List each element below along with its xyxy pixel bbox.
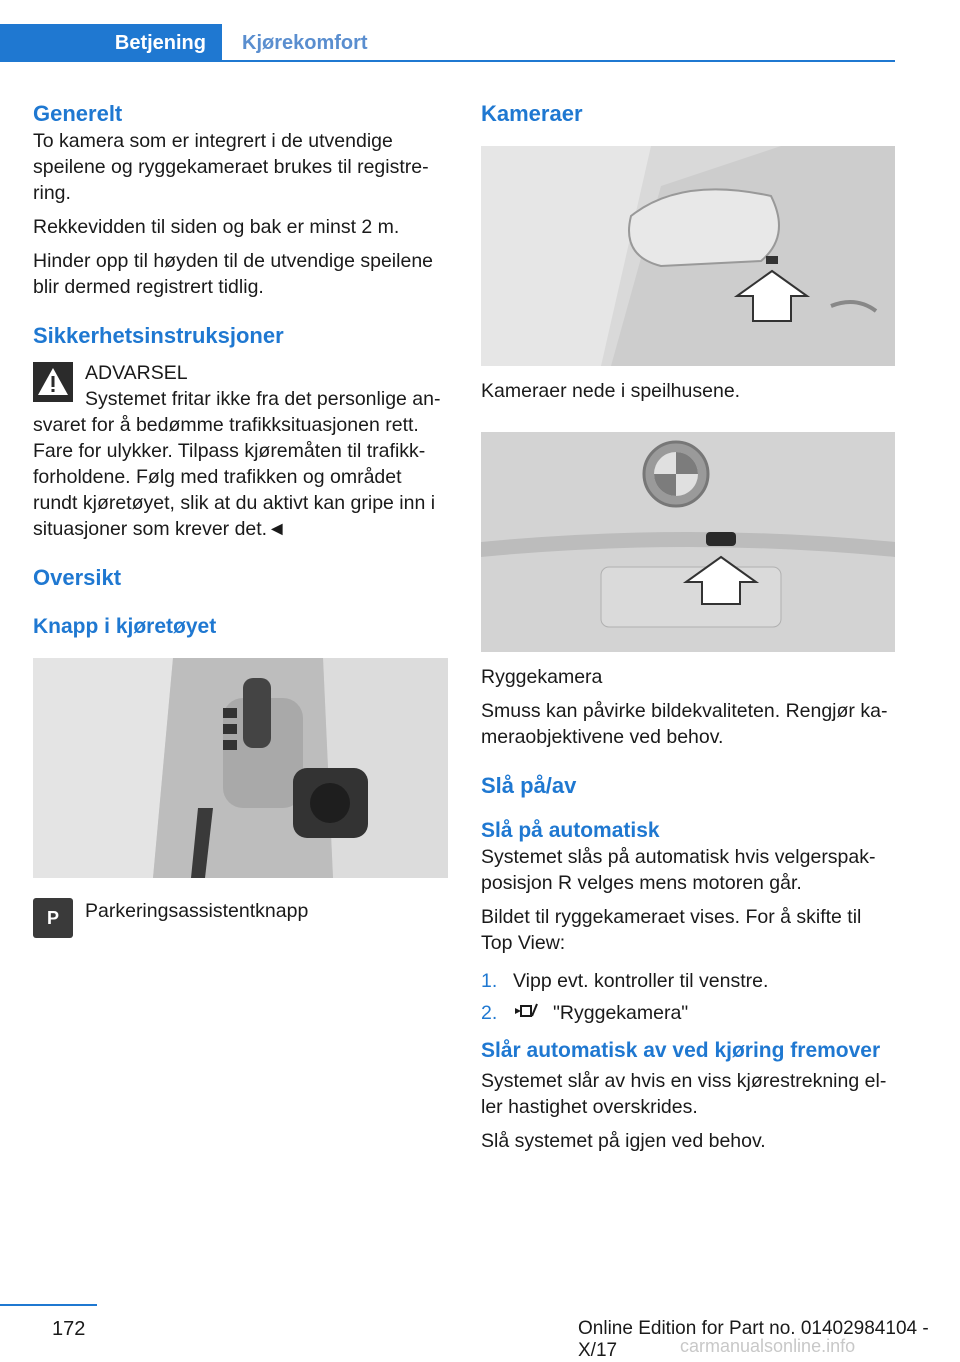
subsection-title-auto-off: Slår automatisk av ved kjøring fremover	[481, 1039, 881, 1062]
parking-button-label: Parkeringsassistentknapp	[85, 900, 309, 922]
step-number: 2.	[481, 1002, 498, 1024]
parking-assist-icon: P	[33, 898, 73, 938]
warning-label: ADVARSEL	[85, 362, 188, 384]
rear-camera-figure	[481, 432, 895, 652]
caption-mirror-cameras: Kameraer nede i speilhusene.	[481, 380, 741, 402]
auto-off-paragraph-1: Systemet slår av hvis en viss kjørestrekning eller hastighet overskrides.	[481, 1070, 887, 1118]
caption-rear-camera: Ryggekamera	[481, 666, 603, 688]
generelt-paragraph-1: To kamera som er integrert i de utvendige speilene og ryggekameraet brukes til registrering.	[33, 130, 429, 204]
watermark: carmanualsonline.info	[680, 1336, 856, 1356]
rear-camera-note: Smuss kan påvirke bildekvaliteten. Rengjør kameraobjektivene ved behov.	[481, 700, 888, 748]
warning-block	[33, 360, 448, 542]
step-item	[481, 968, 895, 994]
warning-text: Systemet fritar ikke fra det personlige ansvaret for å bedømme trafikksituasjonen rett. Fare for ulykker. Tilpass kjøremåten til trafikkforholdene. Følg med trafikken og området rundt kjøretøyet, slik at du aktivt kan gripe inn i situasjoner som krever det.◄	[33, 388, 441, 540]
page-number: 172	[52, 1318, 86, 1340]
warning-triangle-icon	[33, 362, 73, 402]
auto-off-paragraph-2: Slå systemet på igjen ved behov.	[481, 1130, 766, 1152]
step-text: Vipp evt. kontroller til venstre.	[513, 970, 769, 992]
auto-on-paragraph-2: Bildet til ryggekameraet vises. For å skifte til Top View:	[481, 906, 862, 954]
section-title-kameraer: Kameraer	[481, 101, 583, 126]
tab-betjening[interactable]: Betjening	[0, 24, 222, 62]
subsection-title-auto-on: Slå på automatisk	[481, 819, 660, 842]
left-column	[33, 100, 448, 938]
step-item	[481, 1000, 895, 1026]
console-button-figure	[33, 658, 448, 878]
section-title-generelt: Generelt	[33, 101, 123, 126]
step-text: "Ryggekamera"	[553, 1002, 689, 1024]
edition-text: Online Edition for Part no. 01402984104 - X/17	[578, 1318, 929, 1361]
header-divider	[0, 60, 895, 62]
section-title-onoff: Slå på/av	[481, 773, 577, 798]
camera-icon	[513, 1000, 539, 1022]
parking-button-row	[33, 898, 448, 938]
auto-on-paragraph-1: Systemet slås på automatisk hvis velgerspakposisjon R velges mens motoren går.	[481, 846, 876, 894]
section-title-safety: Sikkerhetsinstruksjoner	[33, 323, 284, 348]
tab-kjorekomfort[interactable]: Kjørekomfort	[242, 32, 368, 54]
mirror-camera-figure	[481, 146, 895, 366]
generelt-paragraph-3: Hinder opp til høyden til de utvendige speilene blir dermed registrert tidlig.	[33, 250, 434, 298]
section-title-oversikt: Oversikt	[33, 565, 122, 590]
generelt-paragraph-2: Rekkevidden til siden og bak er minst 2 m.	[33, 216, 400, 238]
subsection-title-knapp: Knapp i kjøretøyet	[33, 615, 217, 638]
step-number: 1.	[481, 970, 498, 992]
steps-list	[481, 968, 895, 1026]
footer-divider	[0, 1304, 97, 1306]
right-column	[481, 100, 895, 1154]
